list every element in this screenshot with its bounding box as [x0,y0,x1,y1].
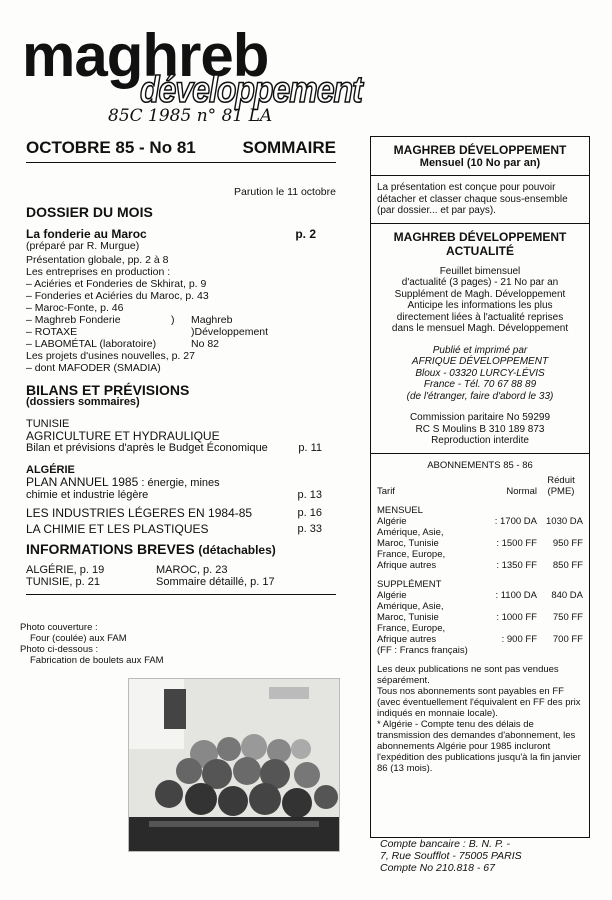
subscription-box [370,136,590,838]
rb-publie-line: AFRIQUE DÉVELOPPEMENT [411,356,549,367]
dossier-line: – Maroc-Fonte, p. 46 [26,302,124,314]
dossier-line: – Aciéries et Fonderies de Skhirat, p. 9 [26,278,207,290]
rb-note: * Algérie - Compte tenu des délais de transmission des demandes d'abonnement, les abonnements Algérie pour 1985 incluront l'expédition des publications jusqu'à la fin janvier 86 (13 mois). [377,718,581,774]
rb-actualite-line: Feuillet bimensuel [439,265,521,277]
rb-title2-sub: ACTUALITÉ [446,243,514,258]
rb-title1: MAGHREB DÉVELOPPEMENT [393,143,567,157]
table-row [377,527,583,549]
tunisie-entry[interactable] [26,418,336,454]
table-row [377,623,583,645]
industries-title: LES INDUSTRIES LÉGERES EN 1984-85 [26,506,253,520]
table-row [377,516,583,527]
tarif-reduit: 850 FF [552,559,583,571]
dossier-line: – Fonderies et Aciéries du Maroc, p. 43 [26,290,209,302]
rb-actualite-line: directement liées à l'actualité reprises [396,311,564,323]
dossier-line: Présentation globale, pp. 2 à 8 [26,254,169,266]
tarif-ff-note: (FF : Francs français) [377,644,468,656]
infos-detach: (détachables) [198,543,276,557]
photo-caption-line: Four (coulée) aux FAM [30,633,127,644]
photo-caption-line: Photo ci-dessous : [20,644,99,655]
tarif-supplement-label: SUPPLÉMENT [377,578,442,590]
dossier-group-note: )Développement [191,326,269,338]
chimie-page: p. 33 [297,523,322,535]
issue-header [26,138,336,163]
tarif-normal: : 1500 FF [496,537,537,549]
rb-actualite-line: d'actualité (3 pages) - 21 No par an [401,277,559,288]
bank-line: 7, Rue Soufflot - 75005 PARIS [380,850,522,862]
tarif-row-label: Amérique, Asie, Maroc, Tunisie [377,526,444,549]
tunisie-country: TUNISIE [26,418,70,430]
rb-publie-line: France - Tél. 70 67 88 89 [423,379,537,390]
bilans-subtitle: (dossiers sommaires) [26,396,140,408]
tarif-row-label: France, Europe, Afrique autres [377,548,446,571]
table-row [377,601,583,623]
tarif-reduit: 1030 DA [546,515,583,527]
issue-label: OCTOBRE 85 - No 81 [26,138,196,157]
tarif-row-label: Amérique, Asie, Maroc, Tunisie [377,600,444,623]
dossier-group-item: – Maghreb Fonderie [26,314,121,326]
tunisie-title: AGRICULTURE ET HYDRAULIQUE [26,429,220,443]
rb-commission-line: RC S Moulins B 310 189 873 [415,423,545,435]
bank-details [380,838,522,874]
tarif-normal: : 1100 DA [495,589,537,601]
tarif-row-label: Algérie [377,515,407,527]
infos-item[interactable]: MAROC, p. 23 [156,564,228,576]
tarif-reduit: 750 FF [552,611,583,623]
dossier-tail: – dont MAFODER (SMADIA) [26,362,161,374]
tunisie-page: p. 11 [298,442,322,454]
tarif-col-header: Réduit (PME) [547,474,575,497]
rb-title2: MAGHREB DÉVELOPPEMENT [393,229,567,244]
infos-title: INFORMATIONS BREVES [26,541,195,557]
rb-publie-line: Publié et imprimé par [432,344,528,356]
tarif-normal: : 1000 FF [496,611,537,623]
contents-column [26,180,336,595]
infos-item[interactable]: ALGÉRIE, p. 19 [26,564,105,576]
tunisie-desc: Bilan et prévisions d'après le Budget Économique [26,442,268,454]
algerie-country: ALGÉRIE [26,464,75,476]
rb-abonnements: ABONNEMENTS 85 - 86 [427,459,533,471]
rb-actualite-line: dans le mensuel Magh. Développement [391,323,569,334]
bank-line: Compte No 210.818 - 67 [380,862,495,874]
chimie-title: LA CHIMIE ET LES PLASTIQUES [26,522,209,536]
logo-maghreb: maghreb [22,22,269,89]
dossier-group-note: Maghreb [191,314,233,326]
logo-developpement: développement [140,68,362,111]
algerie-title: PLAN ANNUEL 1985 [26,475,139,489]
chimie-entry[interactable] [26,523,336,535]
photo-caption-line: Photo couverture : [20,622,98,633]
industries-entry[interactable] [26,507,336,519]
rb-commission-line: Commission paritaire No 59299 [409,412,551,423]
tarif-mensuel-label: MENSUEL [377,504,423,516]
factory-photo [128,678,340,852]
rb-commission-line: Reproduction interdite [431,435,529,446]
tarif-reduit: 700 FF [552,633,583,645]
infos-item[interactable]: TUNISIE, p. 21 [26,576,100,588]
table-row [377,590,583,601]
dossier-main-entry[interactable] [26,228,336,240]
infos-item[interactable]: Sommaire détaillé, p. 17 [156,576,275,588]
bank-line: Compte bancaire : B. N. P. - [380,838,510,850]
dossier-group-bracket: ) [171,314,175,326]
rb-actualite-line: Anticipe les informations les plus [407,300,553,311]
tarif-row-label: France, Europe, Afrique autres [377,622,446,645]
rb-publie-line: (de l'étranger, faire d'abord le 33) [406,390,554,402]
dossier-group-item: – ROTAXE [26,326,78,338]
tarif-table [377,475,583,656]
algerie-page: p. 13 [297,489,322,501]
industries-page: p. 16 [297,507,322,519]
sommaire-label: SOMMAIRE [242,138,336,157]
tarif-normal: : 900 FF [501,633,537,645]
rb-title1-sub: Mensuel (10 No par an) [419,157,541,169]
infos-title-row [26,543,336,556]
tarif-reduit: 840 DA [551,589,583,601]
photo-caption [20,622,164,666]
dossier-tail: Les projets d'usines nouvelles, p. 27 [26,350,195,362]
algerie-desc: chimie et industrie légère [26,489,149,501]
tarif-normal: : 1700 DA [494,515,537,527]
tarif-col-header: Normal [506,485,537,497]
bilans-title: BILANS ET PRÉVISIONS [26,382,190,398]
dossier-author: (préparé par R. Murgue) [26,240,140,252]
algerie-title-rest: : énergie, mines [141,477,220,489]
dossier-group-note: No 82 [191,338,220,350]
factory-photo-image [129,679,339,851]
dossier-line: Les entreprises en production : [26,266,171,278]
rb-publie-line: Bloux - 03320 LURCY-LÉVIS [415,367,545,379]
dossier-main-title: La fonderie au Maroc [26,227,147,241]
rb-presentation: La présentation est conçue pour pouvoir détacher et classer chaque sous-ensemble (par dossier... et par pays). [377,182,568,216]
tarif-normal: : 1350 FF [496,559,537,571]
dossier-main-page: p. 2 [295,227,316,241]
algerie-entry[interactable] [26,464,336,501]
tarif-row-label: Algérie [377,589,407,601]
dossier-group-item: – LABOMÉTAL (laboratoire) [26,338,157,350]
parution-date: Parution le 11 octobre [234,186,336,198]
dossier-title: DOSSIER DU MOIS [26,204,153,220]
rb-note: Tous nos abonnements sont payables en FF (avec éventuellement l'équivalent en FF des prix indiqués en monnaie locale). [377,685,581,719]
handwritten-note: 85C 1985 n° 81 LA [108,106,273,126]
tarif-reduit: 950 FF [552,537,583,549]
photo-caption-line: Fabrication de boulets aux FAM [30,655,164,666]
rb-note: Les deux publications ne sont pas vendues séparément. [377,663,559,686]
tarif-col-header: Tarif [377,485,395,497]
table-row [377,549,583,571]
rb-actualite-line: Supplément de Magh. Développement [394,288,566,300]
